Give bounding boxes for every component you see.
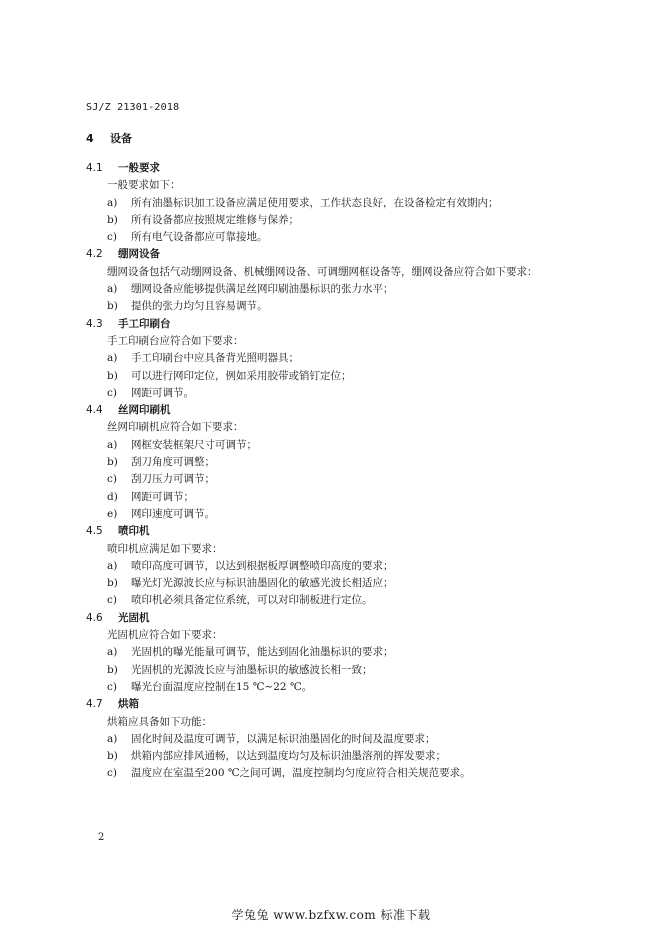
section-number: 4.2 [86, 248, 103, 261]
list-item-text: 手工印刷台中应具备背光照明器具； [131, 352, 299, 365]
section-number: 4.5 [86, 525, 103, 538]
list-item-text: 温度应在室温至200 ℃之间可调，温度控制均匀度应符合相关规范要求。 [131, 767, 471, 780]
list-item [86, 368, 566, 385]
section-heading [86, 696, 566, 713]
list-marker: c) [107, 594, 117, 607]
list-item-text: 网框安装框架尺寸可调节； [131, 438, 257, 451]
list-item-text: 网距可调节； [131, 490, 194, 503]
list-marker: a) [107, 283, 118, 296]
list-item [86, 471, 566, 488]
list-item-text: 提供的张力均匀且容易调节。 [131, 300, 268, 313]
list-marker: b) [107, 300, 118, 313]
list-item-text: 光固机的曝光能量可调节，能达到固化油墨标识的要求； [131, 646, 394, 659]
section-number: 4.7 [86, 698, 103, 711]
section-title: 丝网印刷机 [118, 404, 171, 417]
section-title: 一般要求 [118, 162, 160, 174]
section [86, 523, 566, 609]
list-item-text: 曝光灯光源波长应与标识油墨固化的敏感光波长相适应； [131, 577, 394, 590]
list-item [86, 558, 566, 575]
list-item-text: 网距可调节。 [131, 386, 194, 399]
list-item [86, 454, 566, 471]
list-item [86, 765, 566, 782]
section-number: 4.1 [86, 162, 103, 174]
list-item [86, 662, 566, 679]
list-marker: c) [107, 680, 117, 693]
list-marker: b) [107, 577, 118, 590]
list-item-text: 光固机的光源波长应与油墨标识的敏感波长相一致； [131, 663, 373, 676]
section [86, 316, 566, 402]
section-intro: 一般要求如下： [107, 179, 181, 192]
list-marker: b) [107, 213, 118, 226]
list-marker: b) [107, 456, 118, 469]
section-title: 光固机 [118, 611, 150, 624]
list-marker: a) [107, 438, 118, 451]
section-title: 烘箱 [118, 698, 139, 711]
section [86, 696, 566, 782]
section-heading [86, 160, 566, 177]
list-item-text: 曝光台面温度应控制在15 ℃~22 ℃。 [131, 680, 313, 693]
list-item [86, 298, 566, 315]
chapter-title: 设备 [110, 132, 132, 145]
list-marker: b) [107, 750, 118, 763]
document-body [86, 160, 566, 783]
list-item [86, 575, 566, 592]
list-item-text: 刮刀角度可调整； [131, 456, 215, 469]
list-item [86, 229, 566, 246]
list-marker: a) [107, 732, 118, 745]
list-item [86, 385, 566, 402]
section-intro: 烘箱应具备如下功能： [107, 715, 212, 728]
list-item-text: 绷网设备应能够提供满足丝网印刷油墨标识的张力水平； [131, 283, 394, 296]
section-intro: 喷印机应满足如下要求： [107, 542, 223, 555]
section-number: 4.6 [86, 611, 103, 624]
footer-watermark: 学兔兔 www.bzfxw.com 标准下载 [231, 908, 431, 922]
list-item-text: 可以进行网印定位，例如采用胶带或销钉定位； [131, 369, 352, 382]
list-item-text: 所有设备都应按照规定维修与保养； [131, 213, 299, 226]
list-item [86, 748, 566, 765]
list-item-text: 烘箱内部应排风通畅，以达到温度均匀及标识油墨溶剂的挥发要求； [131, 750, 446, 763]
list-marker: a) [107, 646, 118, 659]
list-item [86, 350, 566, 367]
list-item [86, 731, 566, 748]
section-heading [86, 610, 566, 627]
section-number: 4.3 [86, 317, 103, 330]
section-heading [86, 523, 566, 540]
section [86, 246, 566, 315]
section-intro: 丝网印刷机应符合如下要求： [107, 421, 244, 434]
list-item-text: 所有油墨标识加工设备应满足使用要求，工作状态良好，在设备检定有效期内； [131, 196, 499, 209]
page-number: 2 [98, 832, 105, 843]
list-marker: b) [107, 663, 118, 676]
list-item [86, 437, 566, 454]
section-heading [86, 402, 566, 419]
section-title: 喷印机 [118, 525, 150, 538]
section-intro: 光固机应符合如下要求： [107, 629, 223, 642]
section-title: 手工印刷台 [118, 317, 171, 330]
list-marker: c) [107, 231, 117, 244]
list-item [86, 679, 566, 696]
list-marker: c) [107, 767, 117, 780]
section-number: 4.4 [86, 404, 103, 417]
section-intro: 手工印刷台应符合如下要求： [107, 334, 244, 347]
list-marker: b) [107, 369, 118, 382]
section-title: 绷网设备 [118, 248, 160, 261]
list-marker: d) [107, 490, 118, 503]
section [86, 402, 566, 523]
list-item-text: 网印速度可调节。 [131, 507, 215, 520]
list-marker: a) [107, 352, 118, 365]
list-item-text: 喷印高度可调节，以达到根据板厚调整喷印高度的要求； [131, 559, 394, 572]
section [86, 610, 566, 696]
list-item [86, 489, 566, 506]
list-item-text: 喷印机必须具备定位系统，可以对印制板进行定位。 [131, 594, 373, 607]
list-item [86, 212, 566, 229]
chapter-number: 4 [86, 132, 94, 145]
list-item [86, 195, 566, 212]
list-marker: c) [107, 386, 117, 399]
list-marker: c) [107, 473, 117, 486]
list-item-text: 固化时间及温度可调节，以满足标识油墨固化的时间及温度要求； [131, 732, 436, 745]
section-heading [86, 316, 566, 333]
section-heading [86, 246, 566, 263]
list-item [86, 281, 566, 298]
list-item-text: 刮刀压力可调节； [131, 473, 215, 486]
list-item [86, 644, 566, 661]
list-item [86, 592, 566, 609]
section [86, 160, 566, 246]
section-intro: 绷网设备包括气动绷网设备、机械绷网设备、可调绷网框设备等，绷网设备应符合如下要求： [107, 265, 538, 278]
chapter-heading [86, 130, 132, 146]
list-marker: a) [107, 196, 118, 209]
list-marker: e) [107, 507, 118, 520]
document-id: SJ/Z 21301-2018 [86, 102, 180, 113]
list-item [86, 506, 566, 523]
list-marker: a) [107, 559, 118, 572]
list-item-text: 所有电气设备都应可靠接地。 [131, 231, 268, 244]
